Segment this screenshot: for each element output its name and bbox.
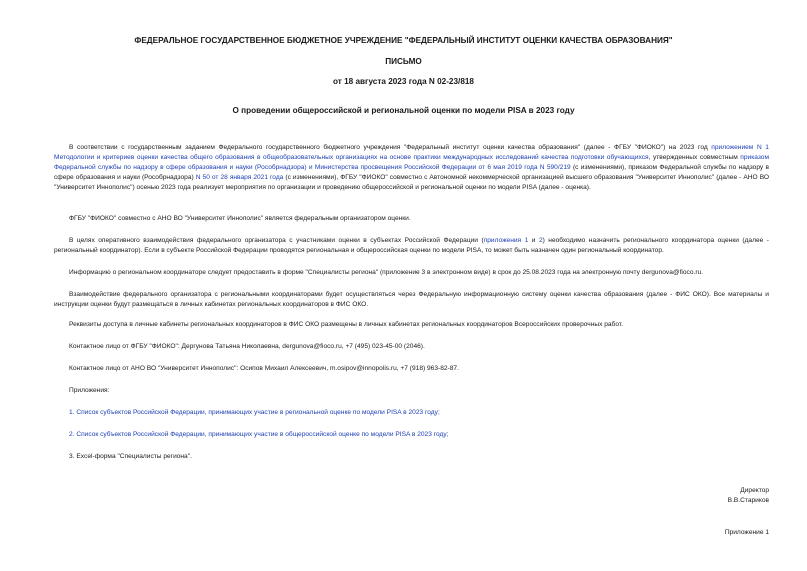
paragraph-organizer: ФГБУ "ФИОКО" совместно с АНО ВО "Университет Иннополис" является федеральным организатором оценки. xyxy=(69,215,411,222)
doc-subject: О проведении общероссийской и региональной оценки по модели PISA в 2023 году xyxy=(232,106,575,115)
contact-fioco: Контактное лицо от ФГБУ "ФИОКО": Дергунова Татьяна Николаевна, dergunova@fioco.ru, +7 (495) 023-45-00 (2046). xyxy=(69,343,425,350)
paragraph-coordinator-and: и xyxy=(528,237,539,244)
paragraph-deadline: Информацию о региональном координаторе следует предоставить в форме "Специалисты региона" (приложение 3 в электронном виде) в срок до 25.08.2023 года на электронную почту dergunova@fioco.ru. xyxy=(69,269,704,276)
link-joint-order[interactable]: приказом Федеральной службы по надзору в сфере образования и науки (Рособрнадзора) и Министерства просвещения Российской Федерации от 6 мая 2019 года N 590/219 xyxy=(54,154,769,171)
paragraph-basis xyxy=(54,143,769,193)
paragraph-coordinator-text-a: В целях оперативного взаимодействия федерального организатора с участниками оценки в субъектах Российской Федерации ( xyxy=(69,237,484,244)
appendix-label: Приложение 1 xyxy=(724,529,769,536)
paragraph-basis-text-a: В соответствии с государственным заданием Федерального государственного бюджетного учреждения "Федеральный институт оценки качества образования" (далее - ФГБУ "ФИОКО") на 2023 год xyxy=(69,144,712,151)
attachment-1 xyxy=(54,408,769,418)
link-order-50[interactable]: N 50 от 28 января 2021 года xyxy=(195,174,284,181)
attachment-2-number: 2. xyxy=(69,431,77,438)
link-methodology-appendix[interactable]: приложением N 1 Методологии и критериев оценки качества общего образования в общеобразовательных организациях на основе практики международных исследований качества подготовки обучающихся xyxy=(54,144,769,161)
doc-type: ПИСЬМО xyxy=(385,57,422,66)
attachment-3: 3. Excel-форма "Специалисты региона". xyxy=(69,453,192,460)
paragraph-fis-oko: Взаимодействие федерального организатора с региональными координаторами будет осуществляться через Федеральную информационную систему оценки качества образования (далее - ФИС ОКО). Все материалы и инструкции оценки будут размещаться в личных кабинетах региональных координаторов в ФИС ОКО. xyxy=(54,291,769,308)
link-appendix-2[interactable]: 2 xyxy=(538,237,543,244)
paragraph-coordinator-text-b: ) необходимо назначить регионального координатора оценки (далее - региональный координатор). Если в субъекте Российской Федерации проводятся региональная и общероссийская оценки по модели PISA, то может быть назначен один региональный координатор. xyxy=(54,237,769,254)
doc-date-number: от 18 августа 2023 года N 02-23/818 xyxy=(333,77,474,86)
contact-innopolis: Контактное лицо от АНО ВО "Университет Иннополис": Осипов Михаил Алексеевич, m.osipov@innopolis.ru, +7 (918) 963-82-87. xyxy=(69,365,459,372)
paragraph-basis-text-b: , утвержденных совместным xyxy=(648,154,741,161)
paragraph-basis-text-d: (с изменениями), ФГБУ "ФИОКО" совместно с Автономной некоммерческой организацией высшего образования "Университет Иннополис" (далее - АНО ВО "Университет Иннополис") осенью 2023 года реализует мероприятия по организации и проведению общероссийской и региональной оценки по модели PISA (далее - оценка). xyxy=(54,174,769,191)
attachment-2 xyxy=(54,430,769,440)
org-name: ФЕДЕРАЛЬНОЕ ГОСУДАРСТВЕННОЕ БЮДЖЕТНОЕ УЧРЕЖДЕНИЕ "ФЕДЕРАЛЬНЫЙ ИНСТИТУТ ОЦЕНКИ КАЧЕСТВА ОБРАЗОВАНИЯ" xyxy=(134,36,673,45)
paragraph-basis-text-c: (с изменениями), приказом Федеральной службы по надзору в сфере образования и науки (Рособрнадзора) xyxy=(54,164,769,181)
signature-name: В.В.Стариков xyxy=(727,497,769,504)
paragraph-access: Реквизиты доступа в личные кабинеты региональных координаторов в ФИС ОКО размещены в личных кабинетах региональных координаторов Всероссийских проверочных работ. xyxy=(69,321,623,328)
link-attachment-2[interactable]: Список субъектов Российской Федерации, принимающих участие в общероссийской оценке по модели PISA в 2023 году; xyxy=(76,431,449,438)
attachment-1-number: 1. xyxy=(69,409,77,416)
link-appendix-1[interactable]: приложения 1 xyxy=(483,237,529,244)
paragraph-coordinator xyxy=(54,236,769,256)
signature-title: Директор xyxy=(740,487,769,494)
link-attachment-1[interactable]: Список субъектов Российской Федерации, принимающих участие в региональной оценке по модели PISA в 2023 году; xyxy=(76,409,440,416)
attachments-heading: Приложения: xyxy=(69,387,110,394)
